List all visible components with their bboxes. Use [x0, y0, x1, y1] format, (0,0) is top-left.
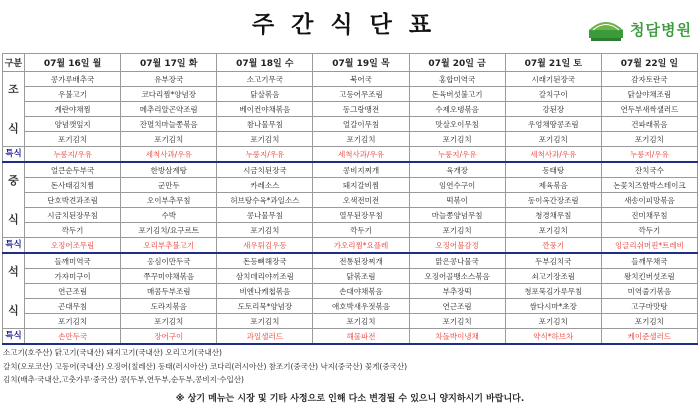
menu-item: 새송이피망볶음	[601, 193, 697, 208]
menu-item: 한방삼계탕	[121, 162, 217, 178]
menu-item: 수박	[121, 208, 217, 223]
origin-line: 김치(배추·국내산,고춧가루·중국산) 콩(두부,연두부,순두부,콩비지·수입산)	[3, 375, 244, 384]
menu-row	[3, 253, 698, 269]
menu-row	[3, 284, 698, 299]
menu-item: 깍두기	[601, 223, 697, 238]
menu-item: 포기김치	[601, 132, 697, 147]
menu-item: 쌈다시마*초장	[505, 299, 601, 314]
menu-item: 포기김치	[121, 314, 217, 329]
menu-item: 논꽃치즈함박스테이크	[601, 178, 697, 193]
menu-item: 곤대무침	[25, 299, 121, 314]
menu-item: 감자토란국	[601, 72, 697, 87]
menu-item: 포기김치	[217, 132, 313, 147]
menu-item: 도토리묵*양념장	[217, 299, 313, 314]
menu-item: 갈치구이	[505, 87, 601, 102]
menu-row	[3, 193, 698, 208]
menu-item: 메추리알곤약조림	[121, 102, 217, 117]
special-item: 누룽지/우유	[25, 147, 121, 163]
day-header: 07월 17일 화	[121, 54, 217, 72]
menu-item: 전통된장찌개	[313, 253, 409, 269]
special-item: 세척사과/우유	[121, 147, 217, 163]
day-header: 07월 16일 월	[25, 54, 121, 72]
logo-emblem-icon	[585, 14, 627, 44]
menu-item: 돼지갈비찜	[313, 178, 409, 193]
menu-item: 맑은콩나물국	[409, 253, 505, 269]
special-item: 장어구이	[121, 329, 217, 345]
menu-item: 맛살오이무침	[409, 117, 505, 132]
special-item: 손만두국	[25, 329, 121, 345]
menu-item: 쇠고기장조림	[505, 269, 601, 284]
menu-item: 콩비지찌개	[313, 162, 409, 178]
page-title: 주간식단표	[251, 12, 449, 38]
menu-item: 양념깻잎지	[25, 117, 121, 132]
special-item: 약식*하브차	[505, 329, 601, 345]
menu-item: 포기김치/요구르트	[121, 223, 217, 238]
menu-item: 깍두기	[25, 223, 121, 238]
menu-item: 동이옥간장조림	[505, 193, 601, 208]
menu-item: 연근조림	[409, 299, 505, 314]
menu-row	[3, 117, 698, 132]
day-header: 07월 19일 목	[313, 54, 409, 72]
menu-item: 포기김치	[409, 223, 505, 238]
day-header: 07월 21일 토	[505, 54, 601, 72]
menu-item: 청경채무침	[505, 208, 601, 223]
menu-item: 동그랑땡전	[313, 102, 409, 117]
menu-item: 두부김치국	[505, 253, 601, 269]
day-header: 07월 20일 금	[409, 54, 505, 72]
menu-item: 돈육버섯불고기	[409, 87, 505, 102]
menu-item: 콩가루배추국	[25, 72, 121, 87]
menu-row	[3, 72, 698, 87]
menu-item: 북어국	[313, 72, 409, 87]
special-item: 오징어조무림	[25, 238, 121, 254]
menu-item: 강된장	[505, 102, 601, 117]
meal-section-label: 중 식	[3, 162, 25, 238]
menu-item: 포기김치	[217, 223, 313, 238]
special-item: 누룽지/우유	[601, 147, 697, 163]
menu-item: 연근조림	[25, 284, 121, 299]
menu-item: 군만두	[121, 178, 217, 193]
menu-item: 포기김치	[505, 132, 601, 147]
menu-row	[3, 269, 698, 284]
menu-item: 들깨미역국	[25, 253, 121, 269]
menu-item: 부추장떡	[409, 284, 505, 299]
footer-note: ※ 상기 메뉴는 시장 및 기타 사정으로 인해 다소 변경될 수 있으니 양지하시기 바랍니다.	[175, 394, 525, 404]
menu-item: 포기김치	[313, 132, 409, 147]
menu-item: 삼치데리야끼조림	[217, 269, 313, 284]
menu-item: 시금치된장무침	[25, 208, 121, 223]
special-item: 누룽지/우유	[409, 147, 505, 163]
menu-item: 돈사태김치찜	[25, 178, 121, 193]
menu-item: 코다리찜*양념장	[121, 87, 217, 102]
menu-item: 카레소스	[217, 178, 313, 193]
meal-section-label: 조 식	[3, 72, 25, 147]
special-item: 과일샐러드	[217, 329, 313, 345]
special-item: 새우튀김우동	[217, 238, 313, 254]
menu-item: 마늘쫑양념무침	[409, 208, 505, 223]
special-row	[3, 329, 698, 345]
menu-item: 닭살야채조림	[601, 87, 697, 102]
menu-item: 오이부추무침	[121, 193, 217, 208]
menu-item: 홍합미역국	[409, 72, 505, 87]
day-header: 07월 22일 일	[601, 54, 697, 72]
menu-item: 열무된장무침	[313, 208, 409, 223]
menu-item: 깍두기	[313, 223, 409, 238]
menu-item: 미역줄기볶음	[601, 284, 697, 299]
menu-item: 허브탕수육*과일소스	[217, 193, 313, 208]
menu-item: 옹심이만두국	[121, 253, 217, 269]
menu-item: 베이컨야채볶음	[217, 102, 313, 117]
special-item: 누룽지/우유	[217, 147, 313, 163]
menu-item: 떡볶이	[409, 193, 505, 208]
special-item: 세척사과/우유	[505, 147, 601, 163]
menu-item: 매콤두부조림	[121, 284, 217, 299]
menu-row	[3, 223, 698, 238]
special-row	[3, 238, 698, 254]
menu-item: 얼갈이무침	[313, 117, 409, 132]
menu-item: 포기김치	[409, 132, 505, 147]
menu-item: 연두부새싹샐러드	[601, 102, 697, 117]
menu-item: 손대야채볶음	[313, 284, 409, 299]
special-label: 특식	[3, 238, 25, 254]
menu-row	[3, 299, 698, 314]
menu-item: 포기김치	[25, 314, 121, 329]
menu-item: 제육볶음	[505, 178, 601, 193]
menu-row	[3, 102, 698, 117]
menu-item: 돈등뼈해장국	[217, 253, 313, 269]
menu-row	[3, 178, 698, 193]
menu-item: 고구마맛탕	[601, 299, 697, 314]
special-label: 특식	[3, 329, 25, 345]
special-item: 해물파전	[313, 329, 409, 345]
menu-item: 수제오뎅볶음	[409, 102, 505, 117]
menu-item: 오색전미전	[313, 193, 409, 208]
menu-item: 포기김치	[505, 223, 601, 238]
menu-item: 육개장	[409, 162, 505, 178]
menu-item: 단호박견과조림	[25, 193, 121, 208]
special-item: 오징어불감정	[409, 238, 505, 254]
menu-row	[3, 162, 698, 178]
menu-row	[3, 87, 698, 102]
origin-line: 소고기(호주산) 닭고기(국내산) 돼지고기(국내산) 오리고기(국내산)	[3, 348, 222, 357]
menu-item: 임연수구이	[409, 178, 505, 193]
day-header-row	[3, 54, 698, 72]
menu-item: 포기김치	[217, 314, 313, 329]
menu-item: 가자미구이	[25, 269, 121, 284]
menu-item: 얼큰순두부국	[25, 162, 121, 178]
menu-item: 오징어골뱅소스볶음	[409, 269, 505, 284]
menu-item: 우엉채땅콩조림	[505, 117, 601, 132]
menu-item: 왕치킨버섯조림	[601, 269, 697, 284]
special-item: 가오리찜*요플레	[313, 238, 409, 254]
menu-item: 비엔나케첩볶음	[217, 284, 313, 299]
menu-row	[3, 208, 698, 223]
menu-item: 동태탕	[505, 162, 601, 178]
day-header: 07월 18일 수	[217, 54, 313, 72]
special-item: 깐풍기	[505, 238, 601, 254]
special-item: 잉글리쉬머핀*트레비	[601, 238, 697, 254]
menu-item: 참나물무침	[217, 117, 313, 132]
menu-row	[3, 314, 698, 329]
menu-item: 소고기무국	[217, 72, 313, 87]
origin-notes	[3, 346, 697, 387]
menu-item: 포기김치	[505, 314, 601, 329]
menu-item: 시래기된장국	[505, 72, 601, 87]
menu-item: 포기김치	[121, 132, 217, 147]
special-label: 특식	[3, 147, 25, 163]
special-item: 오리부추불고기	[121, 238, 217, 254]
menu-item: 시금치된장국	[217, 162, 313, 178]
weekly-menu-table	[2, 53, 698, 345]
menu-item: 포기김치	[313, 314, 409, 329]
menu-item: 계란야채찜	[25, 102, 121, 117]
menu-row	[3, 132, 698, 147]
menu-item: 닭살볶음	[217, 87, 313, 102]
special-item: 차돌박이냉채	[409, 329, 505, 345]
menu-item: 쭈꾸미야채볶음	[121, 269, 217, 284]
menu-item: 포기김치	[25, 132, 121, 147]
hospital-logo	[585, 14, 692, 44]
header-label: 구분	[3, 54, 25, 72]
origin-line: 갈치(오로코산) 고등어(국내산) 오징어(칠레산) 동태(러시아산) 코다리(러시아산) 참조기(중국산) 낙지(중국산) 꽃게(중국산)	[3, 361, 408, 371]
menu-item: 고등어무조림	[313, 87, 409, 102]
menu-item: 닭볶조림	[313, 269, 409, 284]
special-item: 케이준샐러드	[601, 329, 697, 345]
menu-item: 청포묵김가루무침	[505, 284, 601, 299]
menu-item: 도라지볶음	[121, 299, 217, 314]
menu-item: 애호박새우젓볶음	[313, 299, 409, 314]
menu-item: 건파래볶음	[601, 117, 697, 132]
menu-item: 콩나물무침	[217, 208, 313, 223]
menu-item: 들깨무채국	[601, 253, 697, 269]
menu-item: 우불고기	[25, 87, 121, 102]
menu-item: 포기김치	[601, 314, 697, 329]
menu-item: 포기김치	[409, 314, 505, 329]
meal-section-label: 석 식	[3, 253, 25, 329]
menu-item: 유부장국	[121, 72, 217, 87]
special-row	[3, 147, 698, 163]
menu-item: 진미채무침	[601, 208, 697, 223]
special-item: 세척사과/우유	[313, 147, 409, 163]
logo-text: 청담병원	[630, 20, 692, 39]
menu-item: 잔멸치마늘쫑볶음	[121, 117, 217, 132]
menu-item: 잔치국수	[601, 162, 697, 178]
